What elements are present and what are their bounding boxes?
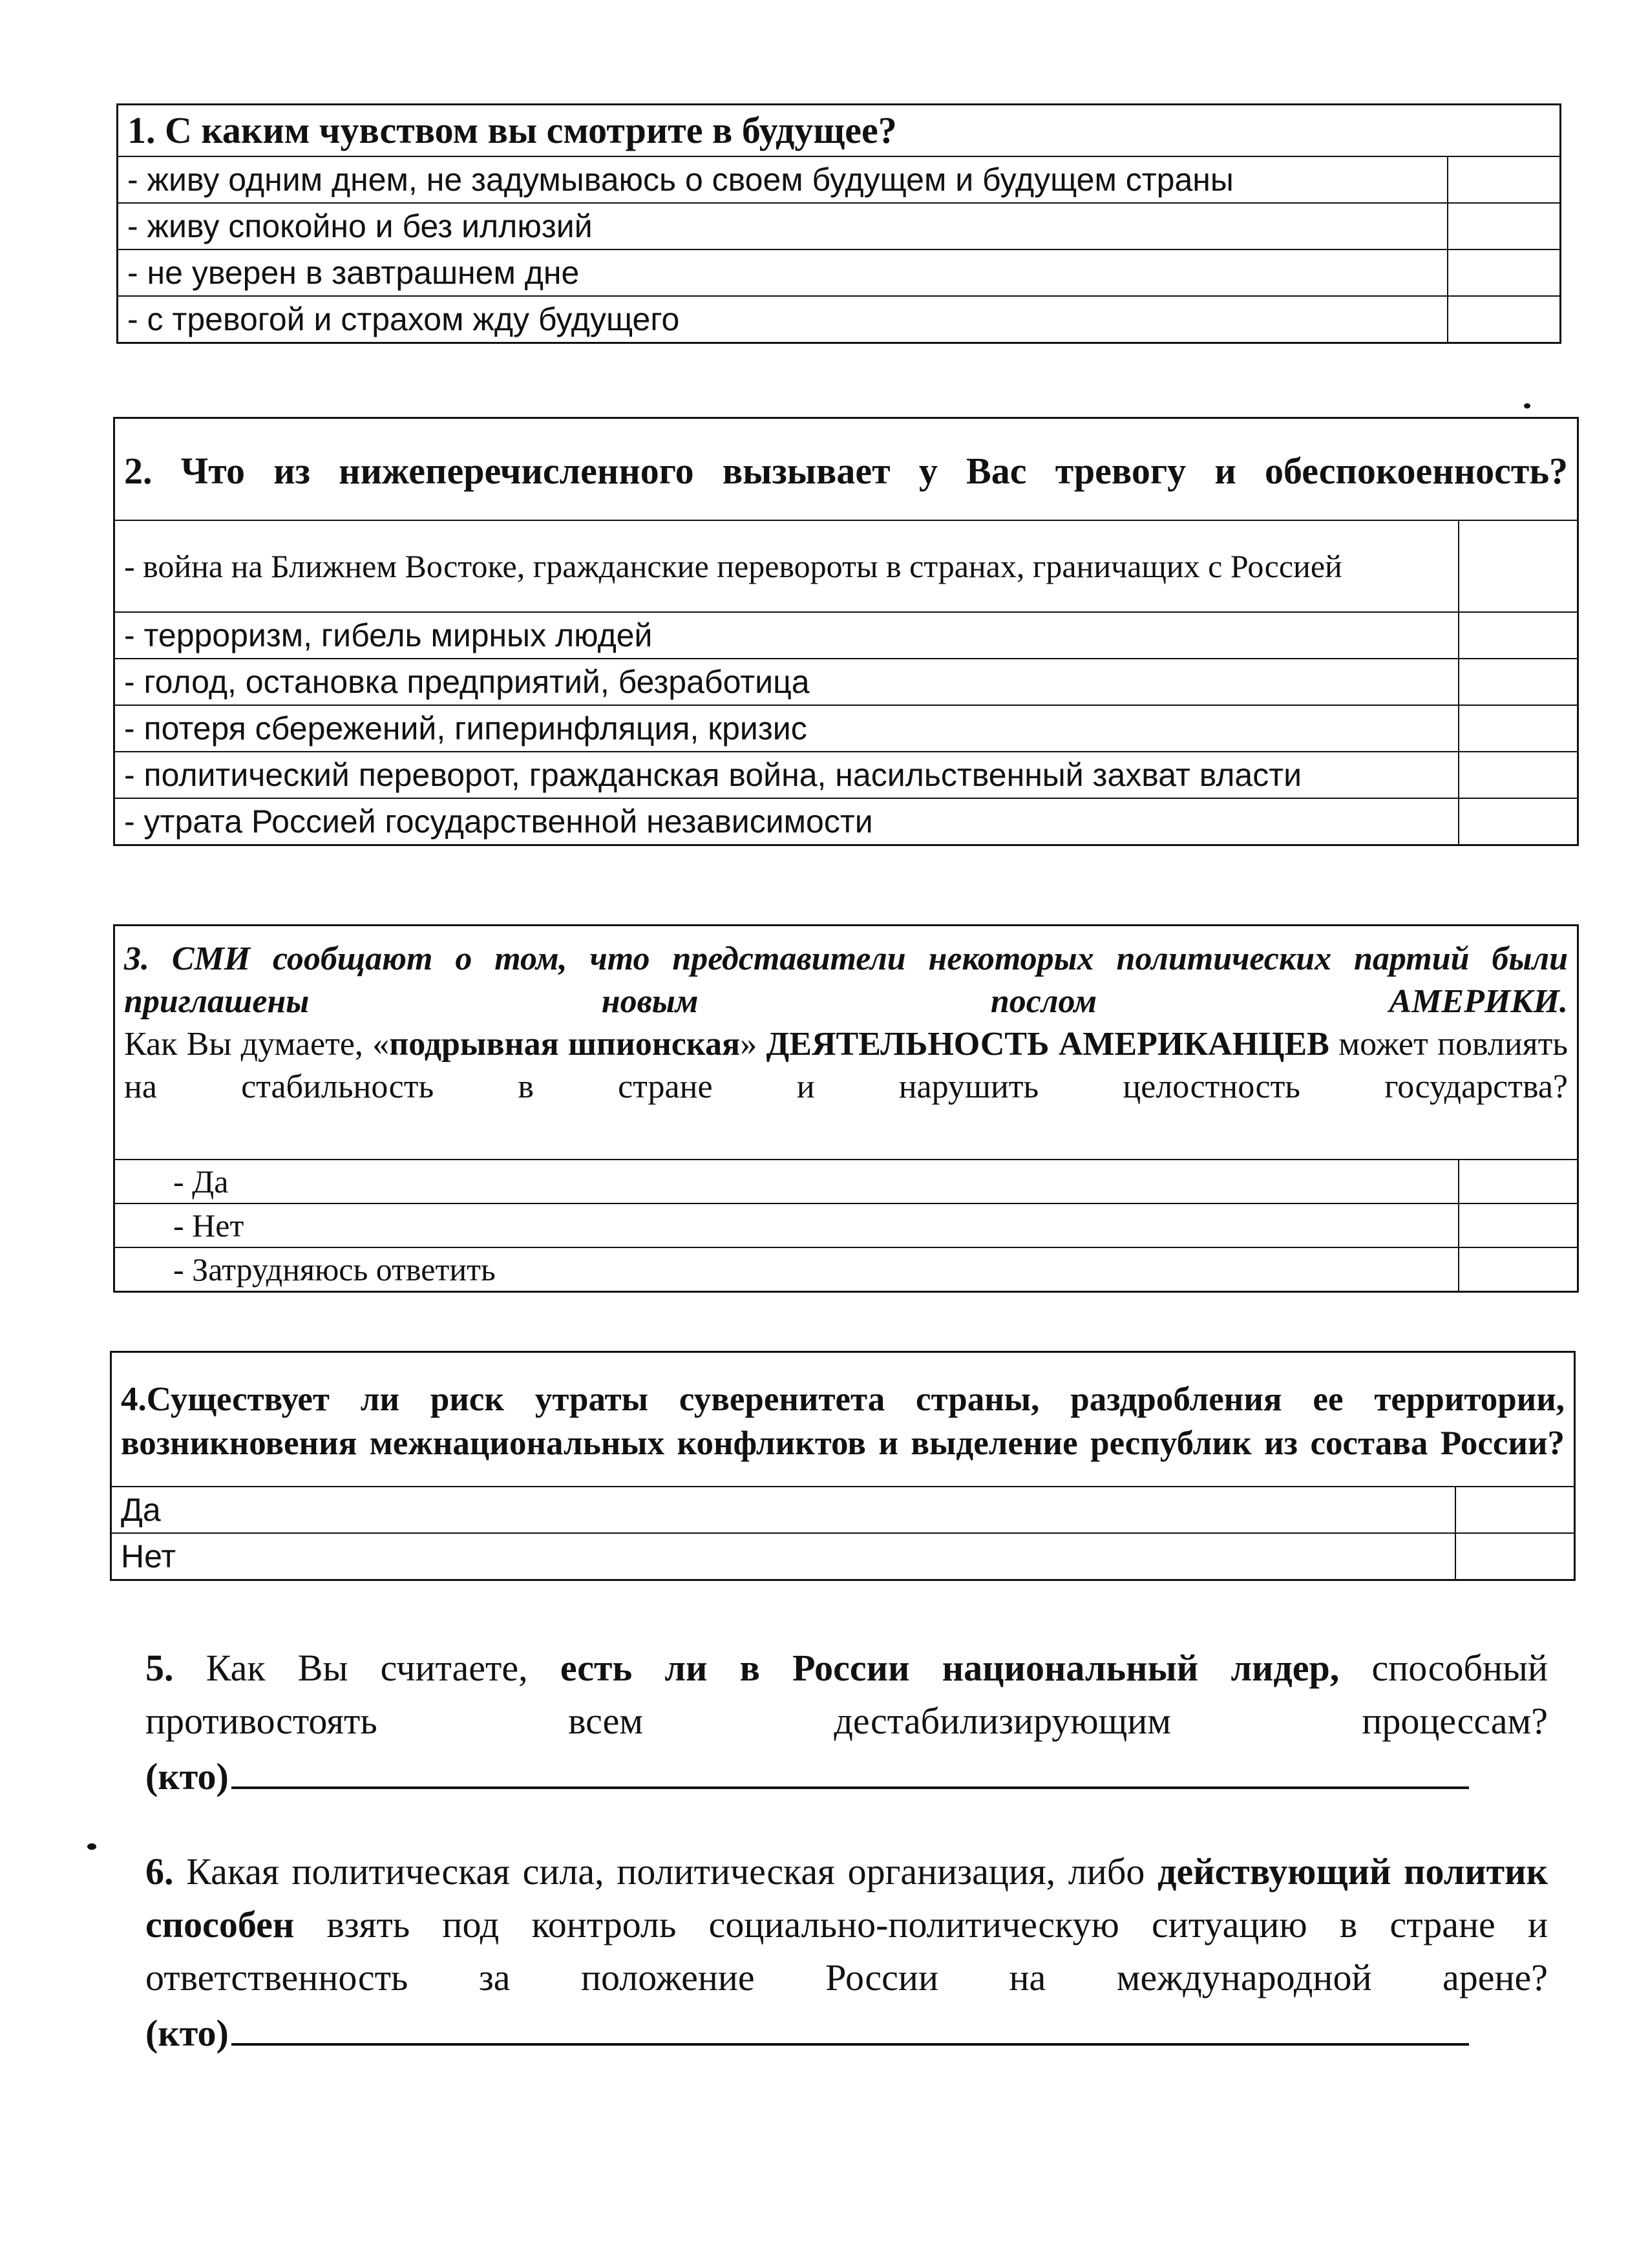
answer-checkbox[interactable] bbox=[1448, 203, 1561, 249]
option-label: - потеря сбережений, гиперинфляция, кризис bbox=[114, 705, 1459, 752]
who-label: (кто) bbox=[145, 2012, 229, 2054]
option-label: - живу одним днем, не задумываюсь о своем будущем и будущем страны bbox=[118, 156, 1448, 203]
answer-line-row bbox=[145, 2004, 1548, 2060]
question-3-question bbox=[124, 1023, 1568, 1108]
question-3-part: может повлиять на стабильность в стране и нарушить целостность государства? bbox=[124, 1026, 1569, 1105]
table-row bbox=[114, 1160, 1578, 1203]
option-label: Нет bbox=[111, 1533, 1455, 1580]
answer-checkbox[interactable] bbox=[1448, 296, 1561, 343]
answer-checkbox[interactable] bbox=[1459, 1247, 1578, 1292]
question-4-table bbox=[110, 1351, 1576, 1581]
question-6 bbox=[145, 1845, 1548, 2060]
answer-checkbox[interactable] bbox=[1459, 520, 1578, 612]
question-3-bold-phrase: подрывная шпионская bbox=[389, 1026, 741, 1063]
answer-checkbox[interactable] bbox=[1448, 156, 1561, 203]
question-1-title: 1. С каким чувством вы смотрите в будущее? bbox=[118, 105, 1561, 157]
question-5-bold-phrase: есть ли в России национальный лидер, bbox=[560, 1647, 1340, 1689]
table-row bbox=[114, 705, 1578, 752]
answer-checkbox[interactable] bbox=[1459, 705, 1578, 752]
option-label: Да bbox=[111, 1487, 1455, 1533]
question-number: 5. bbox=[145, 1647, 174, 1689]
answer-checkbox[interactable] bbox=[1459, 752, 1578, 798]
table-row bbox=[114, 1203, 1578, 1247]
question-2-title: 2. Что из нижеперечисленного вызывает у Вас тревогу и обеспокоенность? bbox=[114, 418, 1578, 521]
question-5-part: Как Вы считаете, bbox=[173, 1647, 560, 1689]
question-6-bold-phrase: действующий политик способен bbox=[145, 1850, 1548, 1945]
option-label: - не уверен в завтрашнем дне bbox=[118, 249, 1448, 296]
option-label: - Затрудняюсь ответить bbox=[114, 1247, 1459, 1292]
question-6-part: Какая политическая сила, политическая организация, либо bbox=[173, 1850, 1158, 1892]
option-label: - Да bbox=[114, 1160, 1459, 1203]
option-label: - с тревогой и страхом жду будущего bbox=[118, 296, 1448, 343]
option-label: - политический переворот, гражданская война, насильственный захват власти bbox=[114, 752, 1459, 798]
answer-line-row bbox=[145, 1748, 1548, 1803]
option-label: - живу спокойно и без иллюзий bbox=[118, 203, 1448, 249]
table-row bbox=[111, 1487, 1575, 1533]
who-label: (кто) bbox=[145, 1755, 229, 1797]
answer-checkbox[interactable] bbox=[1455, 1487, 1575, 1533]
question-3-intro: 3. СМИ сообщают о том, что представители некоторых политических партий были приглашены новым послом АМЕРИКИ. bbox=[124, 940, 1569, 1020]
answer-checkbox[interactable] bbox=[1459, 659, 1578, 705]
option-label: - война на Ближнем Востоке, гражданские перевороты в странах, граничащих с Россией bbox=[114, 520, 1459, 612]
option-label: - терроризм, гибель мирных людей bbox=[114, 612, 1459, 659]
scan-speck bbox=[87, 1843, 96, 1850]
question-2-table bbox=[113, 417, 1579, 846]
question-6-text bbox=[145, 1845, 1548, 2004]
table-row bbox=[118, 249, 1561, 296]
scan-speck bbox=[1524, 403, 1530, 408]
table-row bbox=[114, 520, 1578, 612]
answer-input-line[interactable] bbox=[231, 1748, 1469, 1789]
table-row bbox=[114, 1247, 1578, 1292]
answer-checkbox[interactable] bbox=[1448, 249, 1561, 296]
question-6-part: взять под контроль социально-политическую ситуацию в стране и ответственность за положение России на международной арене? bbox=[145, 1903, 1548, 1998]
question-4-title: 4.Существует ли риск утраты суверенитета страны, раздробления ее территории, возникновения межнациональных конфликтов и выделение республик из состава России? bbox=[111, 1352, 1575, 1487]
question-5-text bbox=[145, 1642, 1548, 1748]
question-3-bold-phrase: ДЕЯТЕЛЬНОСТЬ АМЕРИКАНЦЕВ bbox=[766, 1026, 1329, 1063]
table-row bbox=[118, 156, 1561, 203]
table-row bbox=[114, 752, 1578, 798]
option-label: - утрата Россией государственной независимости bbox=[114, 798, 1459, 845]
answer-input-line[interactable] bbox=[231, 2004, 1469, 2046]
question-number: 6. bbox=[145, 1850, 174, 1892]
question-3-table bbox=[113, 924, 1579, 1293]
answer-checkbox[interactable] bbox=[1455, 1533, 1575, 1580]
table-row bbox=[111, 1533, 1575, 1580]
table-row bbox=[114, 659, 1578, 705]
option-label: - голод, остановка предприятий, безработица bbox=[114, 659, 1459, 705]
table-row bbox=[114, 612, 1578, 659]
question-3-part: Как Вы думаете, « bbox=[124, 1026, 390, 1063]
answer-checkbox[interactable] bbox=[1459, 612, 1578, 659]
table-row bbox=[114, 798, 1578, 845]
table-row bbox=[118, 203, 1561, 249]
question-5 bbox=[145, 1642, 1548, 1803]
answer-checkbox[interactable] bbox=[1459, 1160, 1578, 1203]
option-label: - Нет bbox=[114, 1203, 1459, 1247]
answer-checkbox[interactable] bbox=[1459, 1203, 1578, 1247]
question-5-part: способный противостоять всем дестабилизирующим процессам? bbox=[145, 1647, 1548, 1742]
answer-checkbox[interactable] bbox=[1459, 798, 1578, 845]
question-3-text bbox=[114, 926, 1578, 1160]
table-row bbox=[118, 296, 1561, 343]
question-1-table bbox=[116, 103, 1561, 344]
question-3-part: » bbox=[740, 1026, 766, 1063]
